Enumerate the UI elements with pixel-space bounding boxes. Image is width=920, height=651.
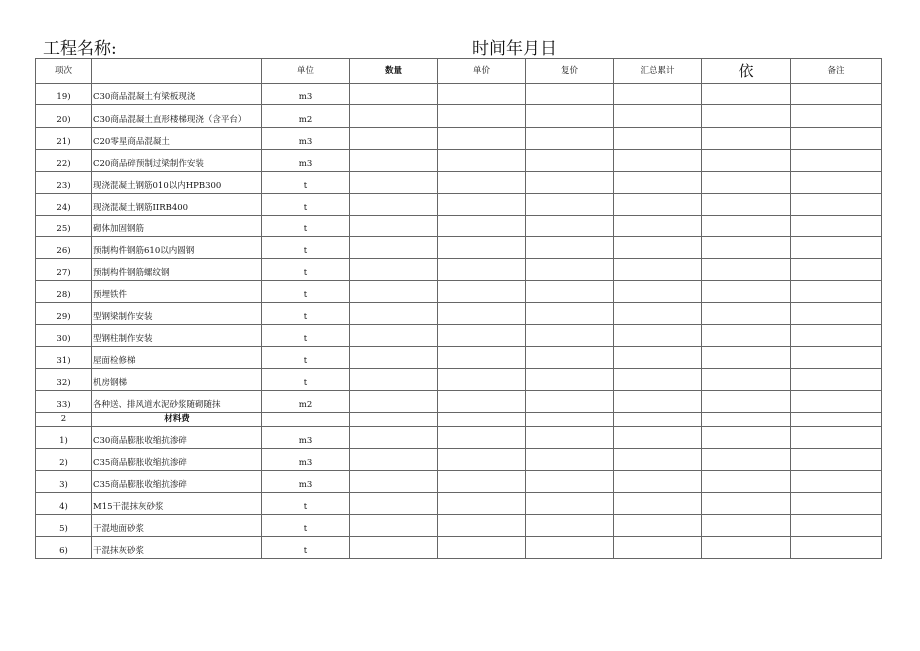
quantity-cell	[350, 391, 438, 413]
basis-cell	[702, 471, 791, 493]
total-price-cell	[526, 449, 614, 471]
remarks-cell	[791, 128, 882, 150]
total-price-cell	[526, 84, 614, 105]
basis-cell	[702, 391, 791, 413]
unit-price-cell	[438, 172, 526, 194]
basis-cell	[702, 303, 791, 325]
total-price-cell	[526, 150, 614, 172]
basis-cell	[702, 413, 791, 427]
item-no-cell: 26)	[36, 237, 92, 259]
basis-cell	[702, 449, 791, 471]
item-name-cell: C35商品膨胀收缩抗渗碎	[92, 449, 262, 471]
basis-cell	[702, 427, 791, 449]
item-name-cell: C35商品膨胀收缩抗渗碎	[92, 471, 262, 493]
unit-cell: t	[262, 194, 350, 216]
quantity-cell	[350, 449, 438, 471]
cumulative-cell	[614, 493, 702, 515]
remarks-cell	[791, 84, 882, 105]
basis-cell	[702, 237, 791, 259]
unit-price-cell	[438, 449, 526, 471]
cumulative-cell	[614, 259, 702, 281]
unit-price-cell	[438, 413, 526, 427]
table-row	[36, 150, 882, 172]
unit-price-cell	[438, 427, 526, 449]
item-name-cell: C30商品膨胀收缩抗渗碎	[92, 427, 262, 449]
unit-price-cell	[438, 347, 526, 369]
item-no-cell: 2	[36, 413, 92, 427]
remarks-cell	[791, 150, 882, 172]
quantity-cell	[350, 150, 438, 172]
basis-cell	[702, 325, 791, 347]
unit-cell: t	[262, 325, 350, 347]
total-price-cell	[526, 237, 614, 259]
remarks-cell	[791, 194, 882, 216]
item-no-cell: 2)	[36, 449, 92, 471]
col-header-unit: 单位	[262, 59, 350, 84]
quantity-cell	[350, 237, 438, 259]
remarks-cell	[791, 347, 882, 369]
basis-cell	[702, 105, 791, 128]
unit-cell	[262, 413, 350, 427]
unit-cell: m3	[262, 471, 350, 493]
table-row	[36, 391, 882, 413]
basis-cell	[702, 84, 791, 105]
remarks-cell	[791, 391, 882, 413]
item-no-cell: 30)	[36, 325, 92, 347]
table-row	[36, 471, 882, 493]
basis-cell	[702, 150, 791, 172]
table-row	[36, 84, 882, 105]
item-name-cell: 干混抹灰砂浆	[92, 537, 262, 559]
total-price-cell	[526, 427, 614, 449]
cumulative-cell	[614, 515, 702, 537]
project-name-label: 工程名称:	[43, 39, 117, 59]
table-row	[36, 259, 882, 281]
table-row	[36, 194, 882, 216]
cumulative-cell	[614, 391, 702, 413]
total-price-cell	[526, 172, 614, 194]
unit-cell: t	[262, 303, 350, 325]
cumulative-cell	[614, 369, 702, 391]
item-no-cell: 1)	[36, 427, 92, 449]
unit-price-cell	[438, 391, 526, 413]
item-no-cell: 6)	[36, 537, 92, 559]
quantity-cell	[350, 84, 438, 105]
cumulative-cell	[614, 347, 702, 369]
remarks-cell	[791, 237, 882, 259]
item-name-cell: 型钢柱制作安装	[92, 325, 262, 347]
basis-cell	[702, 515, 791, 537]
unit-cell: t	[262, 369, 350, 391]
total-price-cell	[526, 493, 614, 515]
basis-cell	[702, 128, 791, 150]
col-header-quantity: 数量	[350, 59, 438, 84]
cumulative-cell	[614, 325, 702, 347]
table-row	[36, 427, 882, 449]
table-row	[36, 493, 882, 515]
table-row	[36, 216, 882, 237]
unit-price-cell	[438, 128, 526, 150]
quantity-cell	[350, 281, 438, 303]
item-no-cell: 27)	[36, 259, 92, 281]
total-price-cell	[526, 391, 614, 413]
cumulative-cell	[614, 105, 702, 128]
item-name-cell: 材料费	[92, 413, 262, 427]
unit-price-cell	[438, 471, 526, 493]
remarks-cell	[791, 259, 882, 281]
item-name-cell: 预制构件钢筋610以内圆钢	[92, 237, 262, 259]
total-price-cell	[526, 281, 614, 303]
quantity-cell	[350, 105, 438, 128]
unit-cell: t	[262, 172, 350, 194]
cumulative-cell	[614, 427, 702, 449]
cumulative-cell	[614, 281, 702, 303]
item-no-cell: 31)	[36, 347, 92, 369]
unit-price-cell	[438, 493, 526, 515]
cumulative-cell	[614, 237, 702, 259]
table-row	[36, 281, 882, 303]
section-row	[36, 413, 882, 427]
quantity-cell	[350, 325, 438, 347]
unit-price-cell	[438, 369, 526, 391]
quantity-cell	[350, 303, 438, 325]
cumulative-cell	[614, 537, 702, 559]
basis-cell	[702, 493, 791, 515]
unit-cell: t	[262, 515, 350, 537]
remarks-cell	[791, 537, 882, 559]
total-price-cell	[526, 259, 614, 281]
unit-cell: m3	[262, 427, 350, 449]
remarks-cell	[791, 471, 882, 493]
item-no-cell: 32)	[36, 369, 92, 391]
col-header-basis: 依	[702, 59, 791, 84]
basis-cell	[702, 369, 791, 391]
unit-cell: m2	[262, 105, 350, 128]
remarks-cell	[791, 105, 882, 128]
basis-cell	[702, 347, 791, 369]
quantity-cell	[350, 216, 438, 237]
quantity-cell	[350, 537, 438, 559]
total-price-cell	[526, 515, 614, 537]
col-header-total-price: 复价	[526, 59, 614, 84]
item-no-cell: 5)	[36, 515, 92, 537]
item-name-cell: C30商品混凝土有梁板现浇	[92, 84, 262, 105]
item-no-cell: 33)	[36, 391, 92, 413]
item-name-cell: 干混地面砂浆	[92, 515, 262, 537]
item-no-cell: 4)	[36, 493, 92, 515]
quantity-cell	[350, 515, 438, 537]
basis-cell	[702, 194, 791, 216]
basis-cell	[702, 281, 791, 303]
unit-price-cell	[438, 237, 526, 259]
unit-price-cell	[438, 84, 526, 105]
basis-cell	[702, 172, 791, 194]
quantity-cell	[350, 172, 438, 194]
total-price-cell	[526, 325, 614, 347]
item-no-cell: 25)	[36, 216, 92, 237]
quantity-table	[35, 58, 882, 559]
total-price-cell	[526, 194, 614, 216]
item-name-cell: C20零星商品混凝土	[92, 128, 262, 150]
unit-price-cell	[438, 194, 526, 216]
remarks-cell	[791, 325, 882, 347]
cumulative-cell	[614, 150, 702, 172]
unit-cell: m3	[262, 150, 350, 172]
quantity-cell	[350, 194, 438, 216]
unit-cell: m3	[262, 84, 350, 105]
item-name-cell: C20商品碎预制过梁制作安装	[92, 150, 262, 172]
quantity-cell	[350, 493, 438, 515]
remarks-cell	[791, 493, 882, 515]
remarks-cell	[791, 413, 882, 427]
item-name-cell: 型钢梁制作安装	[92, 303, 262, 325]
date-label: 时间年月日	[472, 39, 557, 59]
table-row	[36, 515, 882, 537]
unit-price-cell	[438, 515, 526, 537]
item-no-cell: 3)	[36, 471, 92, 493]
item-no-cell: 21)	[36, 128, 92, 150]
header-row	[36, 59, 882, 84]
remarks-cell	[791, 172, 882, 194]
cumulative-cell	[614, 84, 702, 105]
unit-cell: t	[262, 537, 350, 559]
table-row	[36, 237, 882, 259]
table-body	[36, 84, 882, 559]
item-name-cell: C30商品混凝土直形楼梯现浇（含平台）	[92, 105, 262, 128]
item-no-cell: 22)	[36, 150, 92, 172]
remarks-cell	[791, 449, 882, 471]
item-no-cell: 23)	[36, 172, 92, 194]
table-row	[36, 128, 882, 150]
unit-cell: t	[262, 237, 350, 259]
item-name-cell: 现浇混凝土钢筋010以内HPB300	[92, 172, 262, 194]
unit-cell: m3	[262, 449, 350, 471]
total-price-cell	[526, 128, 614, 150]
item-name-cell: 现浇混凝土钢筋IIRB400	[92, 194, 262, 216]
unit-price-cell	[438, 259, 526, 281]
cumulative-cell	[614, 216, 702, 237]
item-name-cell: 屋面检修梯	[92, 347, 262, 369]
item-name-cell: M15干混抹灰砂浆	[92, 493, 262, 515]
cumulative-cell	[614, 471, 702, 493]
col-header-name	[92, 59, 262, 84]
item-no-cell: 29)	[36, 303, 92, 325]
quantity-cell	[350, 471, 438, 493]
unit-cell: t	[262, 259, 350, 281]
col-header-cumulative: 汇总累计	[614, 59, 702, 84]
unit-cell: m2	[262, 391, 350, 413]
item-name-cell: 各种送、排风道水泥砂浆随砌随抹	[92, 391, 262, 413]
basis-cell	[702, 259, 791, 281]
col-header-item-no: 项次	[36, 59, 92, 84]
remarks-cell	[791, 515, 882, 537]
table-row	[36, 369, 882, 391]
table-row	[36, 449, 882, 471]
cumulative-cell	[614, 303, 702, 325]
unit-cell: t	[262, 493, 350, 515]
unit-cell: t	[262, 281, 350, 303]
table-row	[36, 347, 882, 369]
quantity-cell	[350, 427, 438, 449]
unit-cell: m3	[262, 128, 350, 150]
unit-cell: t	[262, 216, 350, 237]
cumulative-cell	[614, 413, 702, 427]
cumulative-cell	[614, 194, 702, 216]
remarks-cell	[791, 427, 882, 449]
item-no-cell: 28)	[36, 281, 92, 303]
item-name-cell: 机房钢梯	[92, 369, 262, 391]
total-price-cell	[526, 303, 614, 325]
unit-price-cell	[438, 303, 526, 325]
item-no-cell: 24)	[36, 194, 92, 216]
unit-price-cell	[438, 150, 526, 172]
col-header-remarks: 备注	[791, 59, 882, 84]
table-row	[36, 303, 882, 325]
item-no-cell: 20)	[36, 105, 92, 128]
table-row	[36, 172, 882, 194]
table-row	[36, 105, 882, 128]
unit-price-cell	[438, 325, 526, 347]
total-price-cell	[526, 413, 614, 427]
cumulative-cell	[614, 128, 702, 150]
unit-price-cell	[438, 281, 526, 303]
cumulative-cell	[614, 449, 702, 471]
remarks-cell	[791, 303, 882, 325]
cumulative-cell	[614, 172, 702, 194]
remarks-cell	[791, 216, 882, 237]
remarks-cell	[791, 281, 882, 303]
item-no-cell: 19)	[36, 84, 92, 105]
item-name-cell: 预制构件钢筋螺纹钢	[92, 259, 262, 281]
item-name-cell: 预埋铁件	[92, 281, 262, 303]
total-price-cell	[526, 105, 614, 128]
unit-price-cell	[438, 105, 526, 128]
table-row	[36, 537, 882, 559]
table-row	[36, 325, 882, 347]
unit-price-cell	[438, 537, 526, 559]
basis-cell	[702, 537, 791, 559]
col-header-unit-price: 单价	[438, 59, 526, 84]
quantity-cell	[350, 369, 438, 391]
total-price-cell	[526, 216, 614, 237]
unit-cell: t	[262, 347, 350, 369]
quantity-cell	[350, 128, 438, 150]
total-price-cell	[526, 471, 614, 493]
remarks-cell	[791, 369, 882, 391]
basis-cell	[702, 216, 791, 237]
total-price-cell	[526, 347, 614, 369]
quantity-cell	[350, 259, 438, 281]
quantity-cell	[350, 413, 438, 427]
quantity-cell	[350, 347, 438, 369]
unit-price-cell	[438, 216, 526, 237]
total-price-cell	[526, 537, 614, 559]
total-price-cell	[526, 369, 614, 391]
item-name-cell: 砌体加固钢筋	[92, 216, 262, 237]
